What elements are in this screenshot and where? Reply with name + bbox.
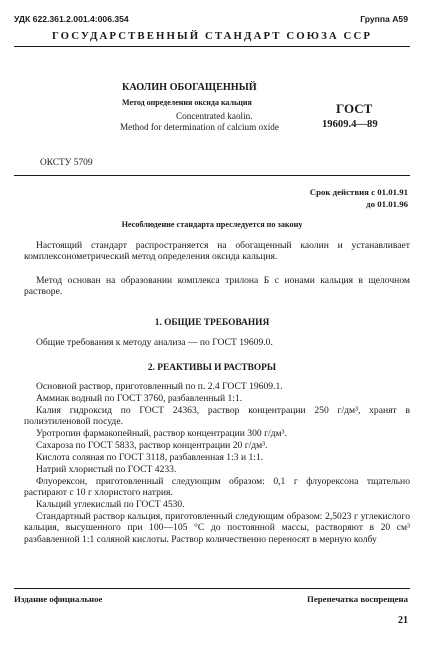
law-notice: Несоблюдение стандарта преследуется по закону <box>121 220 303 229</box>
page-number: 21 <box>398 615 408 626</box>
intro-paragraph-2: Метод основан на образовании комплекса трилона Б с ионами кальция в щелочном растворе. <box>24 275 410 298</box>
state-standard-heading: ГОСУДАРСТВЕННЫЙ СТАНДАРТ СОЮЗА ССР <box>51 30 373 42</box>
footer-rule <box>14 588 410 589</box>
document-subtitle: Метод определения оксида кальция <box>122 98 252 107</box>
section-2-title: 2. РЕАКТИВЫ И РАСТВОРЫ <box>147 363 277 373</box>
footer-official-edition: Издание официальное <box>14 594 103 604</box>
reagent-item: Стандартный раствор кальция, приготовленный следующим образом: 2,5023 г углекислого кальция, высушенного при 100—105 °С до постоянной массы, растворяют в 20 см³ разбавленной 1:1 соляной кислоты. Раствор количественно переносят в мерную колбу <box>24 511 410 545</box>
section-1-text: Общие требования к методу анализа — по ГОСТ 19609.0. <box>36 337 273 348</box>
group-code: Группа А59 <box>360 14 408 24</box>
reagent-item: Кислота соляная по ГОСТ 3118, разбавленная 1:3 и 1:1. <box>36 452 264 463</box>
okstu-rule <box>14 175 410 176</box>
english-subtitle: Method for determination of calcium oxide <box>120 122 279 132</box>
document-title: КАОЛИН ОБОГАЩЕННЫЙ <box>122 82 257 93</box>
reagent-item: Аммиак водный по ГОСТ 3760, разбавленный 1:1. <box>36 393 243 404</box>
reagent-item: Кальций углекислый по ГОСТ 4530. <box>36 499 185 510</box>
reagent-item: Сахароза по ГОСТ 5833, раствор концентрации 20 г/дм³. <box>36 440 268 451</box>
footer-reprint-prohibited: Перепечатка воспрещена <box>307 594 408 604</box>
reagent-item: Уротропин фармакопейный, раствор концентрации 300 г/дм³. <box>36 428 287 439</box>
reagent-item: Флуорексон, приготовленный следующим образом: 0,1 г флуорексона тщательно растирают с 10 г хлористого натрия. <box>24 476 410 499</box>
udk-code: УДК 622.361.2.001.4:006.354 <box>14 14 129 24</box>
reagent-item: Основной раствор, приготовленный по п. 2.4 ГОСТ 19609.1. <box>36 381 283 392</box>
gost-number: 19609.4—89 <box>322 119 378 130</box>
reagent-item: Калия гидроксид по ГОСТ 24363, раствор концентрации 250 г/дм³, хранят в полиэтиленовой посуде. <box>24 405 410 428</box>
header-rule <box>14 46 410 47</box>
intro-paragraph-1: Настоящий стандарт распространяется на обогащенный каолин и устанавливает комплексонометрический метод определения оксида кальция. <box>24 240 410 263</box>
okstu-code: ОКСТУ 5709 <box>40 158 93 168</box>
section-1-title: 1. ОБЩИЕ ТРЕБОВАНИЯ <box>154 318 270 328</box>
validity-from: Срок действия с 01.01.91 <box>309 187 408 197</box>
gost-label: ГОСТ <box>336 101 373 116</box>
validity-to: до 01.01.96 <box>366 199 408 209</box>
english-title: Concentrated kaolin. <box>176 111 253 121</box>
reagent-item: Натрий хлористый по ГОСТ 4233. <box>36 464 177 475</box>
